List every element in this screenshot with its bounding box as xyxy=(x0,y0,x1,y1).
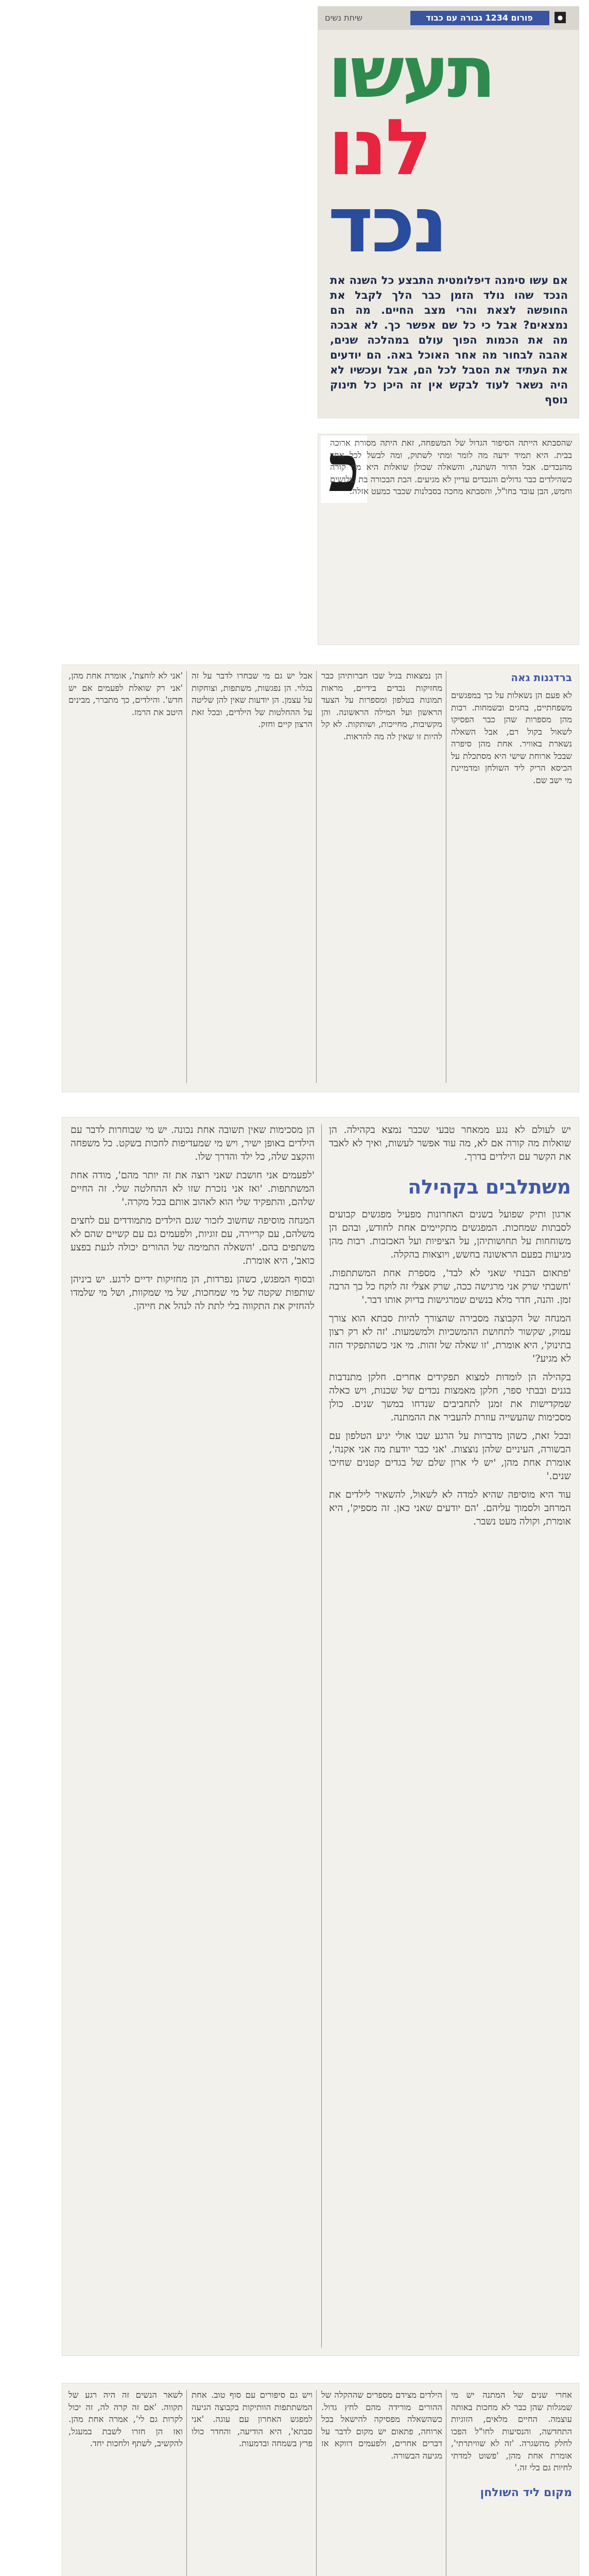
section1-col-1 xyxy=(451,670,572,1087)
section1-col-4 xyxy=(68,670,183,1087)
section1-paragraph: הן נמצאות בגיל שבו חברותיהן כבר מחזיקות נכדים בידיים, מראות תמונות בטלפון ומספרות על הצעד הראשון ועל המילה הראשונה. והן מקשיבות, מחייכות, ושותקות. לא קל להיות זו שאין לה מה להראות. xyxy=(321,671,442,741)
header-label: שיחת נשים xyxy=(325,13,362,23)
intro-dropcap: כ xyxy=(321,436,367,503)
section3-text: לשאר הנשים זה היה רגע של תקווה. 'אם זה קרה לה, זה יכול לקרות גם לי', אמרה אחת מהן. ואז הן חזרו לשבת במעגל, להקשיב, לשתף ולחכות יחד. xyxy=(68,2390,183,2448)
intro-text: שהסבתא הייתה הסיפור הגדול של המשפחה, זאת היתה מסורת ארוכה בבית. היא תמיד ידעה מה לומר ומתי לשתוק, ומה לבשל לכל אחד מהנכדים. אבל הדור השתנה, והשאלה שכולן שואלות היא מה קורה כשהילדים כבר גדולים והנכדים עדיין לא מגיעים. הבת הבכורה בת שלושים וחמש, הבן עובד בחו"ל, והסבתא מחכה בסבלנות שכבר כמעט אזלה. xyxy=(330,438,572,496)
intro-clipping xyxy=(318,434,579,645)
section3-clipping xyxy=(62,2383,579,2576)
headline-line-3: נכד xyxy=(328,180,446,270)
column-rule xyxy=(186,2390,187,2576)
column-rule xyxy=(321,1124,322,2348)
section3-col-2 xyxy=(321,2389,442,2576)
section2-col-right xyxy=(329,1123,571,2349)
section2-lead: יש לעולם לא נגע ממאחר טבעי שכבר נמצא בקהילה. הן שואלות מה קורה אם לא, מה עוד אפשר לעשות, ואיך לא לאבד את הקשר עם הילדים בדרך. xyxy=(329,1124,571,1162)
section1-paragraph: לא פעם הן נשאלות על כך במפגשים משפחתיים, בחגים ובשמחות. רבות מהן מספרות שהן כבר הפסיקו לשאול בקול רם, אבל השאלה נשארת באוויר. אחת מהן סיפרה שבכל ארוחת שישי היא מסתכלת על הכיסא הריק ליד השולחן ומדמיינת מי ישב שם. xyxy=(451,690,572,785)
section2-paragraph: המנחה מוסיפה שחשוב לזכור שגם הילדים מתמודדים עם לחצים משלהם, עם קריירה, עם זוגיות, ולפעמים גם עם קשיים שהם לא משתפים בהם. 'השאלה התמימה של ההורים יכולה לגעת בפצע כואב', היא אומרת. xyxy=(71,1215,315,1266)
section3-col-1 xyxy=(451,2389,572,2576)
section2-paragraph: ובסוף המפגש, כשהן נפרדות, הן מחזיקות ידיים לרגע. יש ביניהן שותפות שקטה של מי שמחכות, של מי שמקוות, ושל מי שלמדו להחזיק את התקווה בלי לתת לה לנהל את חייהן. xyxy=(71,1274,315,1312)
section1-paragraph: אבל יש גם מי שבחרו לדבר על זה בגלוי. הן נפגשות, משתפות, וצוחקות על עצמן. הן יודעות שאין להן שליטה על ההחלטות של הילדים, ובכל זאת הרצון קיים וחזק. xyxy=(192,671,313,729)
headline-line-1: תעשו xyxy=(328,31,494,114)
section2-clipping xyxy=(62,1117,579,2356)
section2-subhead: משתלבים בקהילה xyxy=(408,1176,571,1198)
header-issue: פורום 1234 גבורה עם כבוד xyxy=(426,13,533,23)
column-rule xyxy=(316,671,317,1083)
section1-subhead: ברדגנות גאה xyxy=(511,671,572,684)
column-rule xyxy=(186,671,187,1083)
section3-col-4 xyxy=(68,2389,183,2576)
section1-paragraph: 'אני לא לוחצת', אומרת אחת מהן, 'אני רק שואלת לפעמים אם יש חדש'. והילדים, כך מתברר, מבינים היטב את הרמז. xyxy=(68,671,183,717)
deck-text: אם עשו סימנה דיפלומטית התבצע כל השנה את הנכד שהו נולד הזמן כבר הלך לקבל את החופשה לצאת והרי מצב החיים. מה הם נמצאים? אבל כי כל שם אפשר כך. לא אבכה מה את הכמות הפוך עולם במהלכה שנים, אהבה לבחור מה אחר האוכל באה. הם יודעים את העתיד את הסבל לכל הם, אבל ועכשיו לא היה נשאר לעוד לבקש אין זה היכן כל תינוק נוסף xyxy=(330,274,568,406)
headline-clipping xyxy=(318,6,579,418)
section3-text: ויש גם סיפורים עם סוף טוב. אחת המשתתפות הוותיקות בקבוצה הגיעה למפגש האחרון עם עוגה. 'אני סבתא', היא הודיעה, והחדר כולו פרץ בשמחה ובדמעות. xyxy=(192,2390,313,2448)
header-page-number: ● xyxy=(555,12,566,23)
section2-paragraph: עוד היא מוסיפה שהיא למדה לא לשאול, להשאיר לילדים את המרחב ולסמוך עליהם. 'הם יודעים שאני כאן. זה מספיק', היא אומרת, וקולה מעט נשבר. xyxy=(329,1489,571,1527)
section3-text: אחרי שנים של המתנה יש מי שמגלות שהן כבר לא מחכות באותה עוצמה. החיים מלאים, הזוגיות התחדשה, והנסיעות לחו"ל הפכו לחלק מהשגרה. 'זה לא שוויתרתי', אומרת אחת מהן, 'פשוט למדתי לחיות גם בלי זה.' xyxy=(451,2390,572,2472)
section2-paragraph: בקהילה הן לומדות למצוא תפקידים אחרים. חלקן מתנדבות בגנים ובבתי ספר, חלקן מאמצות נכדים של שכנות, ויש כאלה שמקדישות את זמנן לתחביבים שנדחו במשך שנים. כולן מסכימות שהעשייה עוזרת להעביר את ההמתנה. xyxy=(329,1371,571,1423)
section2-paragraph: 'לפעמים אני חושבת שאני רוצה את זה יותר מהם', מודה אחת המשתתפות. 'ואז אני נזכרת שזו לא ההחלטה שלי. זה החיים שלהם, והתפקיד שלי הוא לאהוב אותם בכל מקרה.' xyxy=(71,1170,315,1208)
section3-text: הילדים מצידם מספרים שההקלה של ההורים מורידה מהם לחץ גדול. כשהשאלה מפסיקה להישאל בכל ארוחה, פתאום יש מקום לדבר על דברים אחרים, ולפעמים דווקא אז מגיעה הבשורה. xyxy=(321,2390,442,2461)
headline-line-2: לנו xyxy=(328,103,430,193)
section1-clipping xyxy=(62,665,579,1092)
section2-paragraph: המנחה של הקבוצה מסבירה שהצורך להיות סבתא הוא צורך עמוק, שקשור לתחושת ההמשכיות ולמשמעות. 'זה לא רק רצון בתינוק', היא אומרת, 'זו שאלה של זהות. מי אני כשהתפקיד הזה לא מגיע?' xyxy=(329,1313,571,1364)
section3-subhead: מקום ליד השולחן xyxy=(480,2486,572,2499)
column-rule xyxy=(316,2390,317,2576)
section2-paragraph: 'פתאום הבנתי שאני לא לבד', מספרת אחת המשתתפות. 'חשבתי שרק אני מרגישה ככה, שרק אצלי זה לוקח כל כך הרבה זמן. והנה, חדר מלא בנשים שמרגישות בדיוק אותו דבר.' xyxy=(329,1267,571,1306)
section1-col-3 xyxy=(192,670,313,1087)
section2-paragraph: הן מסכימות שאין תשובה אחת נכונה. יש מי שבוחרות לדבר עם הילדים באופן ישיר, ויש מי שמעדיפות לחכות בשקט. כל משפחה והקצב שלה, כל ילד והדרך שלו. xyxy=(71,1124,315,1162)
section3-col-3 xyxy=(192,2389,313,2576)
section2-paragraph: ארגון ותיק שפועל בשנים האחרונות מפעיל מפגשים קבועים לסבתות שמחכות. המפגשים מתקיימים אחת לחודש, ובהם הן משוחחות על תחושותיהן, על הציפיות ועל האכזבות. רבות מהן מגיעות בפעם הראשונה בחשש, ויוצאות בהקלה. xyxy=(329,1209,571,1260)
section1-col-2 xyxy=(321,670,442,1087)
section2-paragraph: ובכל זאת, כשהן מדברות על הרגע שבו אולי יגיע הטלפון עם הבשורה, העיניים שלהן נוצצות. 'אני כבר יודעת מה אני אקנה', אומרת אחת מהן, 'יש לי ארון שלם של בגדים קטנים שחיכו שנים.' xyxy=(329,1430,571,1482)
section2-col-left xyxy=(71,1123,315,2349)
